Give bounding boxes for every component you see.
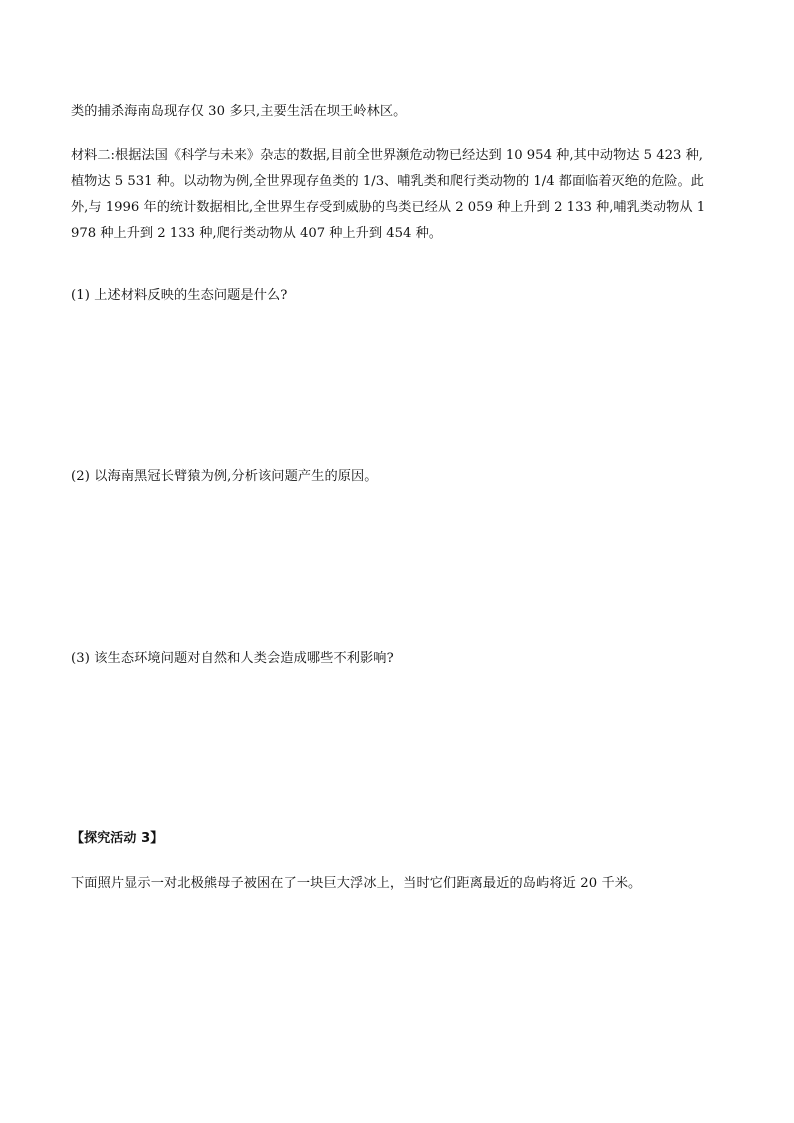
question-2: (2) 以海南黑冠长臂猿为例,分析该问题产生的原因。	[71, 469, 378, 484]
material-two-line: 978 种上升到 2 133 种,爬行类动物从 407 种上升到 454 种。	[71, 226, 442, 241]
question-1: (1) 上述材料反映的生态问题是什么?	[71, 288, 288, 303]
material-two-line: 植物达 5 531 种。以动物为例,全世界现存鱼类的 1/3、哺乳类和爬行类动物的 1/4 都面临着灭绝的危险。此	[71, 174, 704, 189]
activity-heading: 【探究活动 3】	[71, 831, 164, 846]
question-3: (3) 该生态环境问题对自然和人类会造成哪些不利影响?	[71, 651, 394, 666]
material-two-paragraph	[71, 148, 723, 252]
continuation-line: 类的捕杀海南岛现存仅 30 多只,主要生活在坝王岭林区。	[71, 104, 407, 119]
material-two-line: 材料二:根据法国《科学与未来》杂志的数据,目前全世界濒危动物已经达到 10 954 种,其中动物达 5 423 种,	[71, 148, 703, 163]
activity-text: 下面照片显示一对北极熊母子被困在了一块巨大浮冰上，当时它们距离最近的岛屿将近 20 千米。	[71, 876, 642, 891]
material-two-line: 外,与 1996 年的统计数据相比,全世界生存受到威胁的鸟类已经从 2 059 种上升到 2 133 种,哺乳类动物从 1	[71, 200, 706, 215]
